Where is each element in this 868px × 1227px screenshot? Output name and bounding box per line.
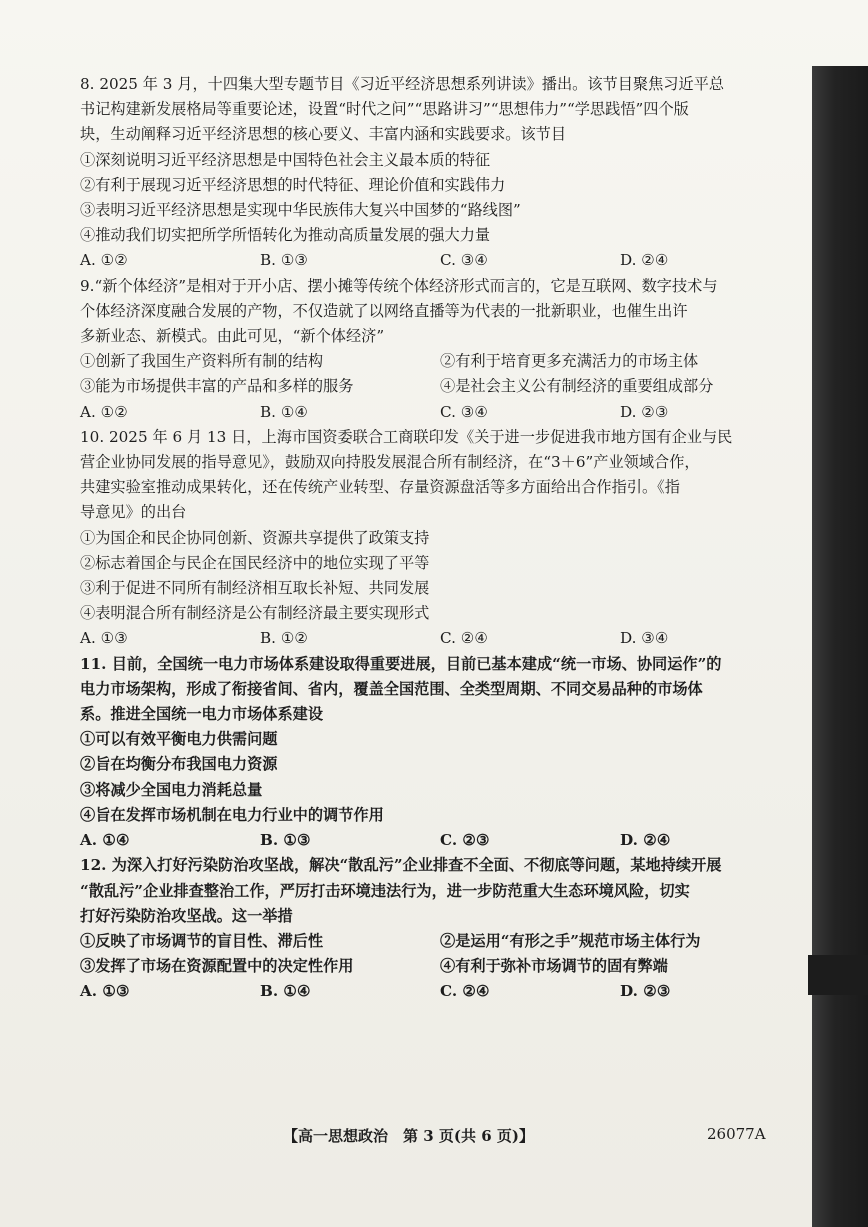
question-stem-line: 12. 为深入打好污染防治攻坚战，解决“散乱污”企业排查不全面、不彻底等问题，某地持续开展	[80, 856, 722, 875]
question-stem-line: 11. 目前，全国统一电力市场体系建设取得重要进展，目前已基本建成“统一市场、协同运作”的	[80, 654, 722, 673]
choice-a: A. ①④	[80, 831, 130, 850]
question-stem-line: 共建实验室推动成果转化，还在传统产业转型、存量资源盘活等多方面给出合作指引。《指	[80, 478, 680, 497]
question-11	[80, 652, 800, 854]
question-stem-line: 块，生动阐释习近平经济思想的核心要义、丰富内涵和实践要求。该节目	[80, 125, 566, 144]
question-stem-line: 电力市场架构，形成了衔接省间、省内，覆盖全国范围、全类型周期、不同交易品种的市场体	[80, 679, 703, 698]
option-row	[80, 929, 800, 954]
option-statement: ④表明混合所有制经济是公有制经济最主要实现形式	[80, 604, 430, 623]
choice-b: B. ①③	[260, 831, 311, 850]
question-10	[80, 425, 800, 652]
choice-c: C. ②④	[440, 982, 490, 1001]
option-row	[80, 374, 800, 399]
question-stem-line: 打好污染防治攻坚战。这一举措	[80, 906, 293, 925]
option-statement: ①可以有效平衡电力供需问题	[80, 730, 278, 749]
choice-d: D. ②④	[620, 251, 669, 270]
option-statement: ②标志着国企与民企在国民经济中的地位实现了平等	[80, 553, 430, 572]
scan-shadow-notch	[808, 955, 868, 995]
choice-c: C. ③④	[440, 402, 488, 421]
answer-choices	[80, 626, 800, 651]
question-stem-line: 书记构建新发展格局等重要论述，设置“时代之问”“思路讲习”“思想伟力”“学思践悟”四个版	[80, 100, 689, 119]
choice-b: B. ①③	[260, 251, 309, 270]
option-statement: ①创新了我国生产资料所有制的结构	[80, 352, 323, 371]
choice-a: A. ①②	[80, 251, 128, 270]
option-statement: ②有利于展现习近平经济思想的时代特征、理论价值和实践伟力	[80, 175, 506, 194]
choice-d: D. ②③	[620, 982, 671, 1001]
option-statement: ④旨在发挥市场机制在电力行业中的调节作用	[80, 805, 384, 824]
choice-d: D. ③④	[620, 629, 669, 648]
choice-b: B. ①④	[260, 402, 309, 421]
answer-choices	[80, 248, 800, 273]
choice-b: B. ①④	[260, 982, 311, 1001]
choice-c: C. ③④	[440, 251, 488, 270]
question-stem-line: 8. 2025 年 3 月，十四集大型专题节目《习近平经济思想系列讲读》播出。该节目聚焦习近平总	[80, 75, 725, 93]
choice-a: A. ①③	[80, 982, 130, 1001]
option-statement: ③利于促进不同所有制经济相互取长补短、共同发展	[80, 579, 430, 598]
option-statement: ③将减少全国电力消耗总量	[80, 780, 263, 799]
option-statement: ①深刻说明习近平经济思想是中国特色社会主义最本质的特征	[80, 150, 491, 169]
option-statement: ③发挥了市场在资源配置中的决定性作用	[80, 957, 354, 976]
option-statement: ④是社会主义公有制经济的重要组成部分	[440, 377, 714, 396]
answer-choices	[80, 979, 800, 1004]
question-stem-line: 营企业协同发展的指导意见》，鼓励双向持股发展混合所有制经济，在“3＋6”产业领域合作，	[80, 453, 700, 472]
answer-choices	[80, 828, 800, 853]
choice-c: C. ②④	[440, 629, 488, 648]
question-stem-line: 多新业态、新模式。由此可见，“新个体经济”	[80, 327, 385, 346]
choice-c: C. ②③	[440, 831, 490, 850]
option-statement: ④推动我们切实把所学所悟转化为推动高质量发展的强大力量	[80, 226, 491, 245]
question-stem-line: 导意见》的出台	[80, 503, 187, 522]
option-statement: ②有利于培育更多充满活力的市场主体	[440, 352, 699, 371]
option-statement: ③能为市场提供丰富的产品和多样的服务	[80, 377, 354, 396]
choice-a: A. ①②	[80, 402, 128, 421]
question-stem-line: 个体经济深度融合发展的产物，不仅造就了以网络直播等为代表的一批新职业，也催生出许	[80, 301, 688, 320]
page-footer: 【高一思想政治 第 3 页(共 6 页)】	[283, 1127, 534, 1145]
option-statement: ④有利于弥补市场调节的固有弊端	[440, 957, 668, 976]
option-statement: ③表明习近平经济思想是实现中华民族伟大复兴中国梦的“路线图”	[80, 201, 521, 220]
question-stem-line: 系。推进全国统一电力市场体系建设	[80, 705, 323, 724]
scan-shadow-edge	[812, 66, 868, 1227]
question-9	[80, 274, 800, 425]
option-statement: ①反映了市场调节的盲目性、滞后性	[80, 931, 323, 950]
question-stem-line: 9.“新个体经济”是相对于开小店、摆小摊等传统个体经济形式而言的，它是互联网、数字技术与	[80, 276, 718, 295]
choice-a: A. ①③	[80, 629, 128, 648]
paper-code: 26077A	[707, 1125, 766, 1143]
question-list	[80, 72, 800, 1005]
question-stem-line: 10. 2025 年 6 月 13 日，上海市国资委联合工商联印发《关于进一步促进我市地方国有企业与民	[80, 427, 733, 446]
question-12	[80, 853, 800, 1004]
answer-choices	[80, 400, 800, 425]
option-statement: ②是运用“有形之手”规范市场主体行为	[440, 931, 701, 950]
option-row	[80, 349, 800, 374]
question-stem-line: “散乱污”企业排查整治工作，严厉打击环境违法行为，进一步防范重大生态环境风险，切实	[80, 881, 690, 900]
choice-b: B. ①②	[260, 629, 309, 648]
question-8	[80, 72, 800, 274]
option-row	[80, 954, 800, 979]
option-statement: ①为国企和民企协同创新、资源共享提供了政策支持	[80, 528, 430, 547]
option-statement: ②旨在均衡分布我国电力资源	[80, 755, 278, 774]
choice-d: D. ②③	[620, 402, 669, 421]
choice-d: D. ②④	[620, 831, 671, 850]
